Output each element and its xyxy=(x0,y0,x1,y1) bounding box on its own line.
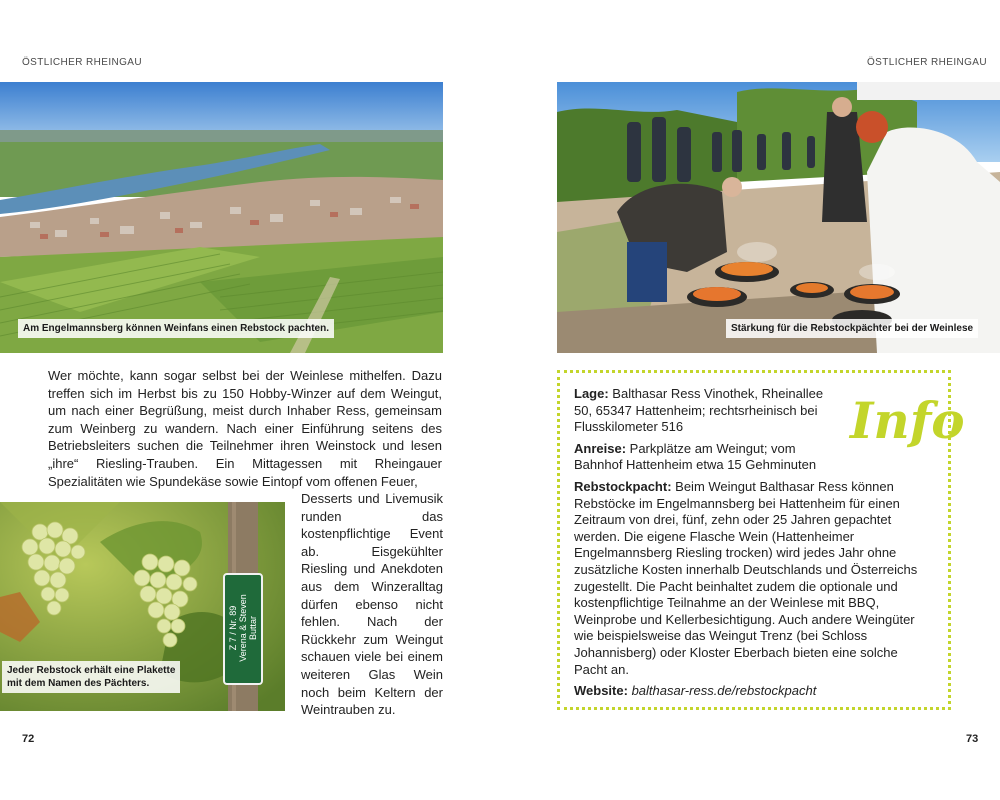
info-lage-label: Lage: xyxy=(574,386,609,401)
grapes-caption-line-1: Jeder Rebstock erhält eine Plakette xyxy=(7,665,176,676)
left-page-number: 72 xyxy=(22,733,35,745)
info-website-label: Website: xyxy=(574,683,628,699)
right-running-header: ÖSTLICHER RHEINGAU xyxy=(867,57,987,68)
info-pacht-text: Beim Weingut Balthasar Ress können Rebstöcke im Engelmannsberg bei Hattenheim für einen Zeitraum von drei, fünf, zehn oder 25 Jahren gepachtet werden. Die eigene Flasche Wein (Hattenheimer Engelmannsberg Riesling trocken) wird jedes Jahr ohne zusätzliche Kosten innerhalb Deutschlands und Österreichs zugestellt. Die Pacht beinhaltet zudem die optionale und kostenpflichtige Teilnahme an der Weinlese mit BBQ, Weinprobe und Kellerbesichtigung. Auch andere Weingüter wie beispielsweise das Weingut Trenz (bei Schloss Johannisberg) oder Kloster Eberbach bieten eine solche Pacht an. xyxy=(574,478,918,677)
body-paragraph-narrow-column: Desserts und Livemusik runden das kostenpflichtige Event ab. Eisgekühlter Riesling und Anekdoten aus dem Winzeralltag dürfen ebenso nicht fehlen. Nach der Rückkehr zum Weingut schauen viele bei einem weiteren Glas Wein noch beim Keltern der Weintrauben zu. xyxy=(301,491,443,718)
info-anreise-text: Parkplätze am Weingut; vom Bahnhof Hattenheim etwa 15 Gehminuten xyxy=(574,440,817,473)
info-website xyxy=(574,683,934,700)
harvest-photo-caption: Stärkung für die Rebstockpächter bei der Weinlese xyxy=(726,319,978,338)
right-page-number: 73 xyxy=(966,733,979,745)
plaque-surname: Buttar xyxy=(248,615,258,641)
info-anreise-label: Anreise: xyxy=(574,440,627,456)
info-logo-text: Info xyxy=(850,391,965,450)
info-rebstockpacht xyxy=(574,479,934,678)
vineyard-aerial-photo xyxy=(0,82,443,353)
info-logo xyxy=(840,380,965,460)
grapes-caption-line-2: mit dem Namen des Pächters. xyxy=(7,678,150,689)
vineyard-photo-caption: Am Engelmannsberg können Weinfans einen Rebstock pachten. xyxy=(18,319,334,338)
plaque-number: Z 7 / Nr. 89 xyxy=(228,605,238,651)
grape-harvest-cooking-photo xyxy=(557,82,1000,353)
grapes-photo-caption xyxy=(2,661,180,693)
plaque-names: Verena & Steven xyxy=(238,594,248,662)
info-lage-text: Balthasar Ress Vinothek, Rheinallee 50, 65347 Hattenheim; rechtsrheinisch bei Flusskilometer 516 xyxy=(574,386,824,435)
info-pacht-label: Rebstockpacht: xyxy=(574,478,672,494)
info-website-link[interactable]: balthasar-ress.de/rebstockpacht xyxy=(631,683,817,699)
left-running-header: ÖSTLICHER RHEINGAU xyxy=(22,57,142,68)
body-paragraph-full-width: Wer möchte, kann sogar selbst bei der Weinlese mithelfen. Dazu treffen sich im Herbst bis zu 150 Hobby-Winzer auf dem Weingut, um nach einer Begrüßung, meist durch Inhaber Ress, gemeinsam zum Weinberg zu wandern. Nach einer Einführung seitens des Betriebsleiters suchen die Teilnehmer ihren Weinstock und lesen „ihre“ Riesling-Trauben. Ein Mittagessen mit Rheingauer Spezialitäten wie Spundekäse sowie Eintopf vom offenen Feuer, xyxy=(48,368,442,489)
